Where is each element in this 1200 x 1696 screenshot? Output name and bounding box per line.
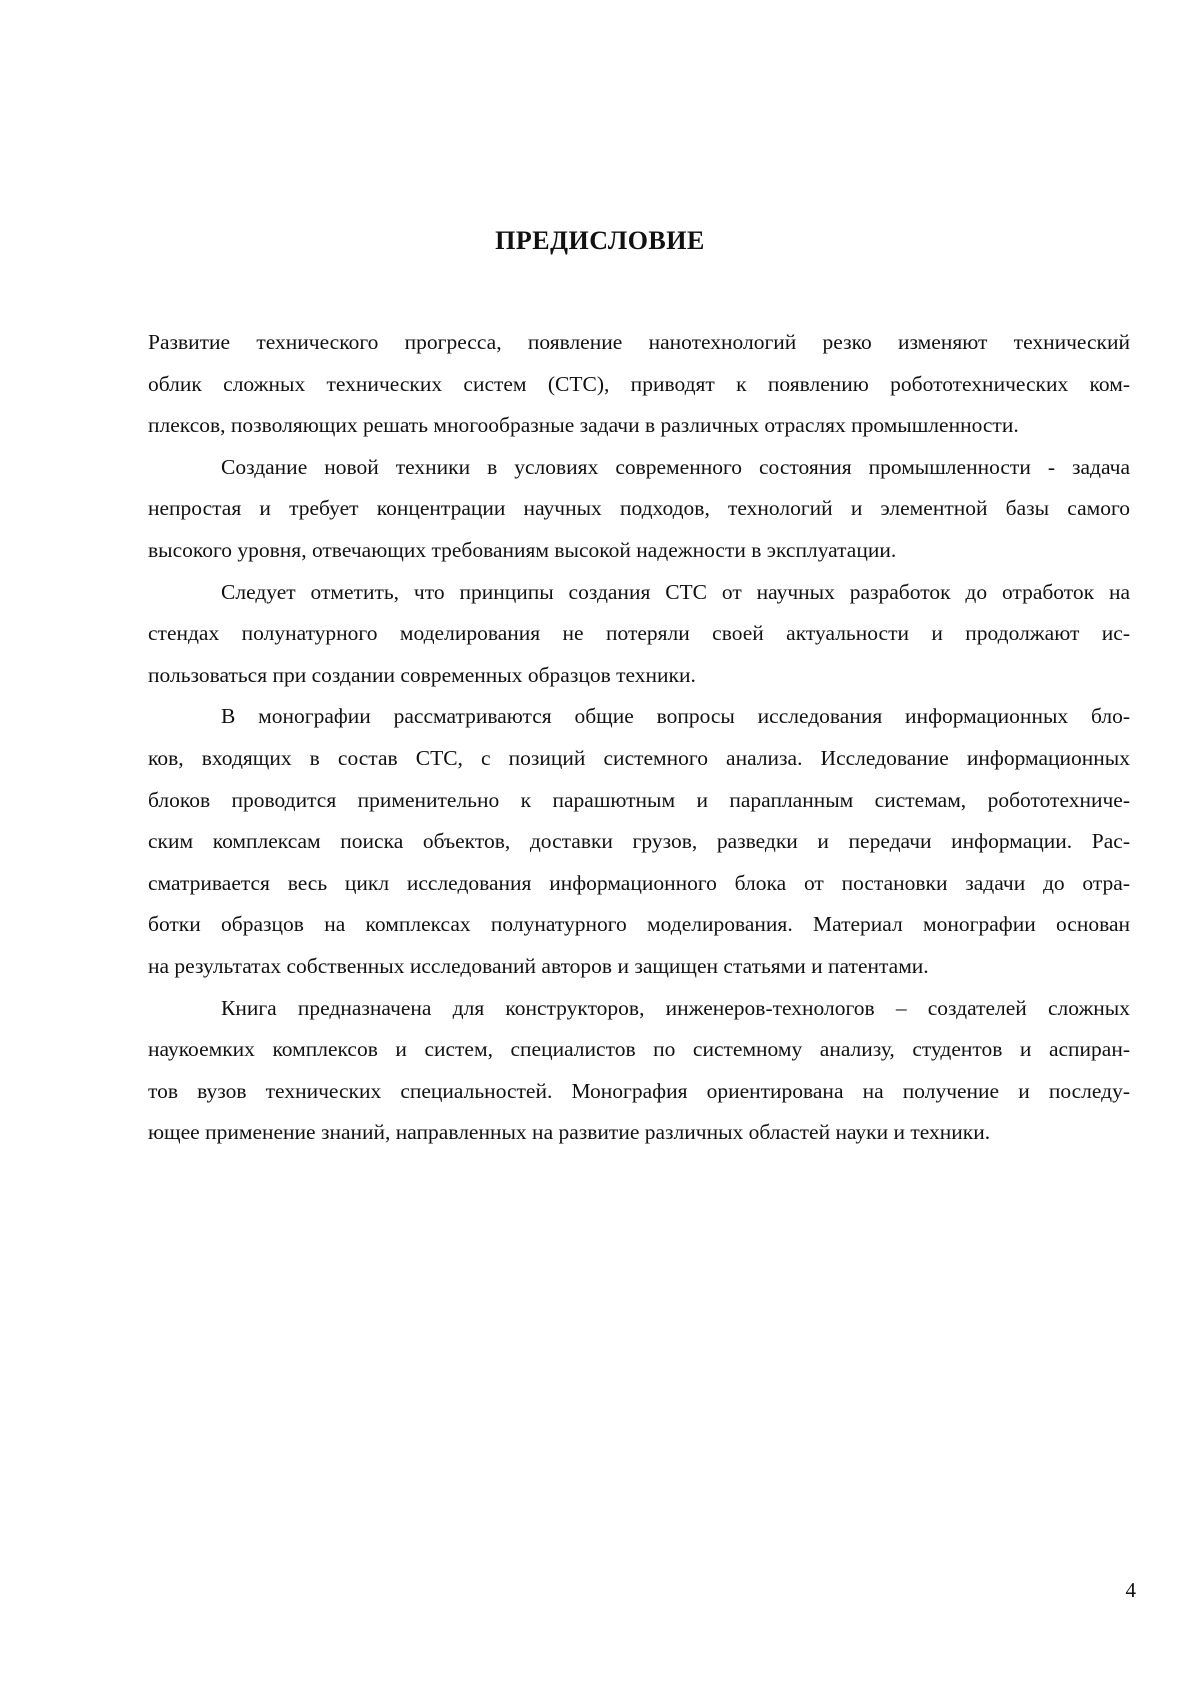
text-line: Следует отметить, что принципы создания СТС от научных разработок до отработок на	[221, 579, 1130, 604]
paragraph-2	[148, 447, 1130, 572]
text-line: на результатах собственных исследований авторов и защищен статьями и патентами.	[148, 953, 929, 978]
text-line: непростая и требует концентрации научных подходов, технологий и элементной базы самого	[148, 496, 1130, 521]
text-line: тов вузов технических специальностей. Монография ориентирована на получение и последу-	[148, 1078, 1130, 1103]
text-line: Развитие технического прогресса, появление нанотехнологий резко изменяют технический	[148, 330, 1130, 354]
text-line: плексов, позволяющих решать многообразные задачи в различных отраслях промышленности.	[148, 413, 1019, 438]
text-line: В монографии рассматриваются общие вопросы исследования информационных бло-	[221, 704, 1130, 729]
text-line: Создание новой техники в условиях современного состояния промышленности - задача	[221, 454, 1130, 479]
paragraph-3	[148, 572, 1130, 697]
text-line: облик сложных технических систем (СТС), приводят к появлению робототехнических ком-	[148, 371, 1130, 396]
text-line: Книга предназначена для конструкторов, инженеров-технологов – создателей сложных	[221, 995, 1130, 1020]
text-line: ботки образцов на комплексах полунатурного моделирования. Материал монографии основан	[148, 912, 1130, 937]
text-line: ков, входящих в состав СТС, с позиций системного анализа. Исследование информационных	[148, 745, 1130, 770]
text-line: сматривается весь цикл исследования информационного блока от постановки задачи до отра-	[148, 870, 1130, 895]
text-line: ским комплексам поиска объектов, доставки грузов, разведки и передачи информации. Рас-	[148, 829, 1130, 854]
paragraph-4	[148, 696, 1130, 987]
text-line: высокого уровня, отвечающих требованиям высокой надежности в эксплуатации.	[148, 537, 897, 562]
text-line: стендах полунатурного моделирования не потеряли своей актуальности и продолжают ис-	[148, 621, 1130, 646]
text-line: ющее применение знаний, направленных на развитие различных областей науки и техники.	[148, 1120, 991, 1145]
paragraph-1	[148, 322, 1130, 447]
page-number: 4	[1125, 1578, 1136, 1602]
paragraph-5	[148, 988, 1130, 1154]
text-line: пользоваться при создании современных образцов техники.	[148, 662, 696, 687]
text-line: наукоемких комплексов и систем, специалистов по системному анализу, студентов и аспиран-	[148, 1037, 1130, 1062]
body-text	[148, 322, 1130, 1154]
page-title: ПРЕДИСЛОВИЕ	[495, 226, 705, 255]
text-line: блоков проводится применительно к парашютным и парапланным системам, робототехниче-	[148, 787, 1130, 812]
